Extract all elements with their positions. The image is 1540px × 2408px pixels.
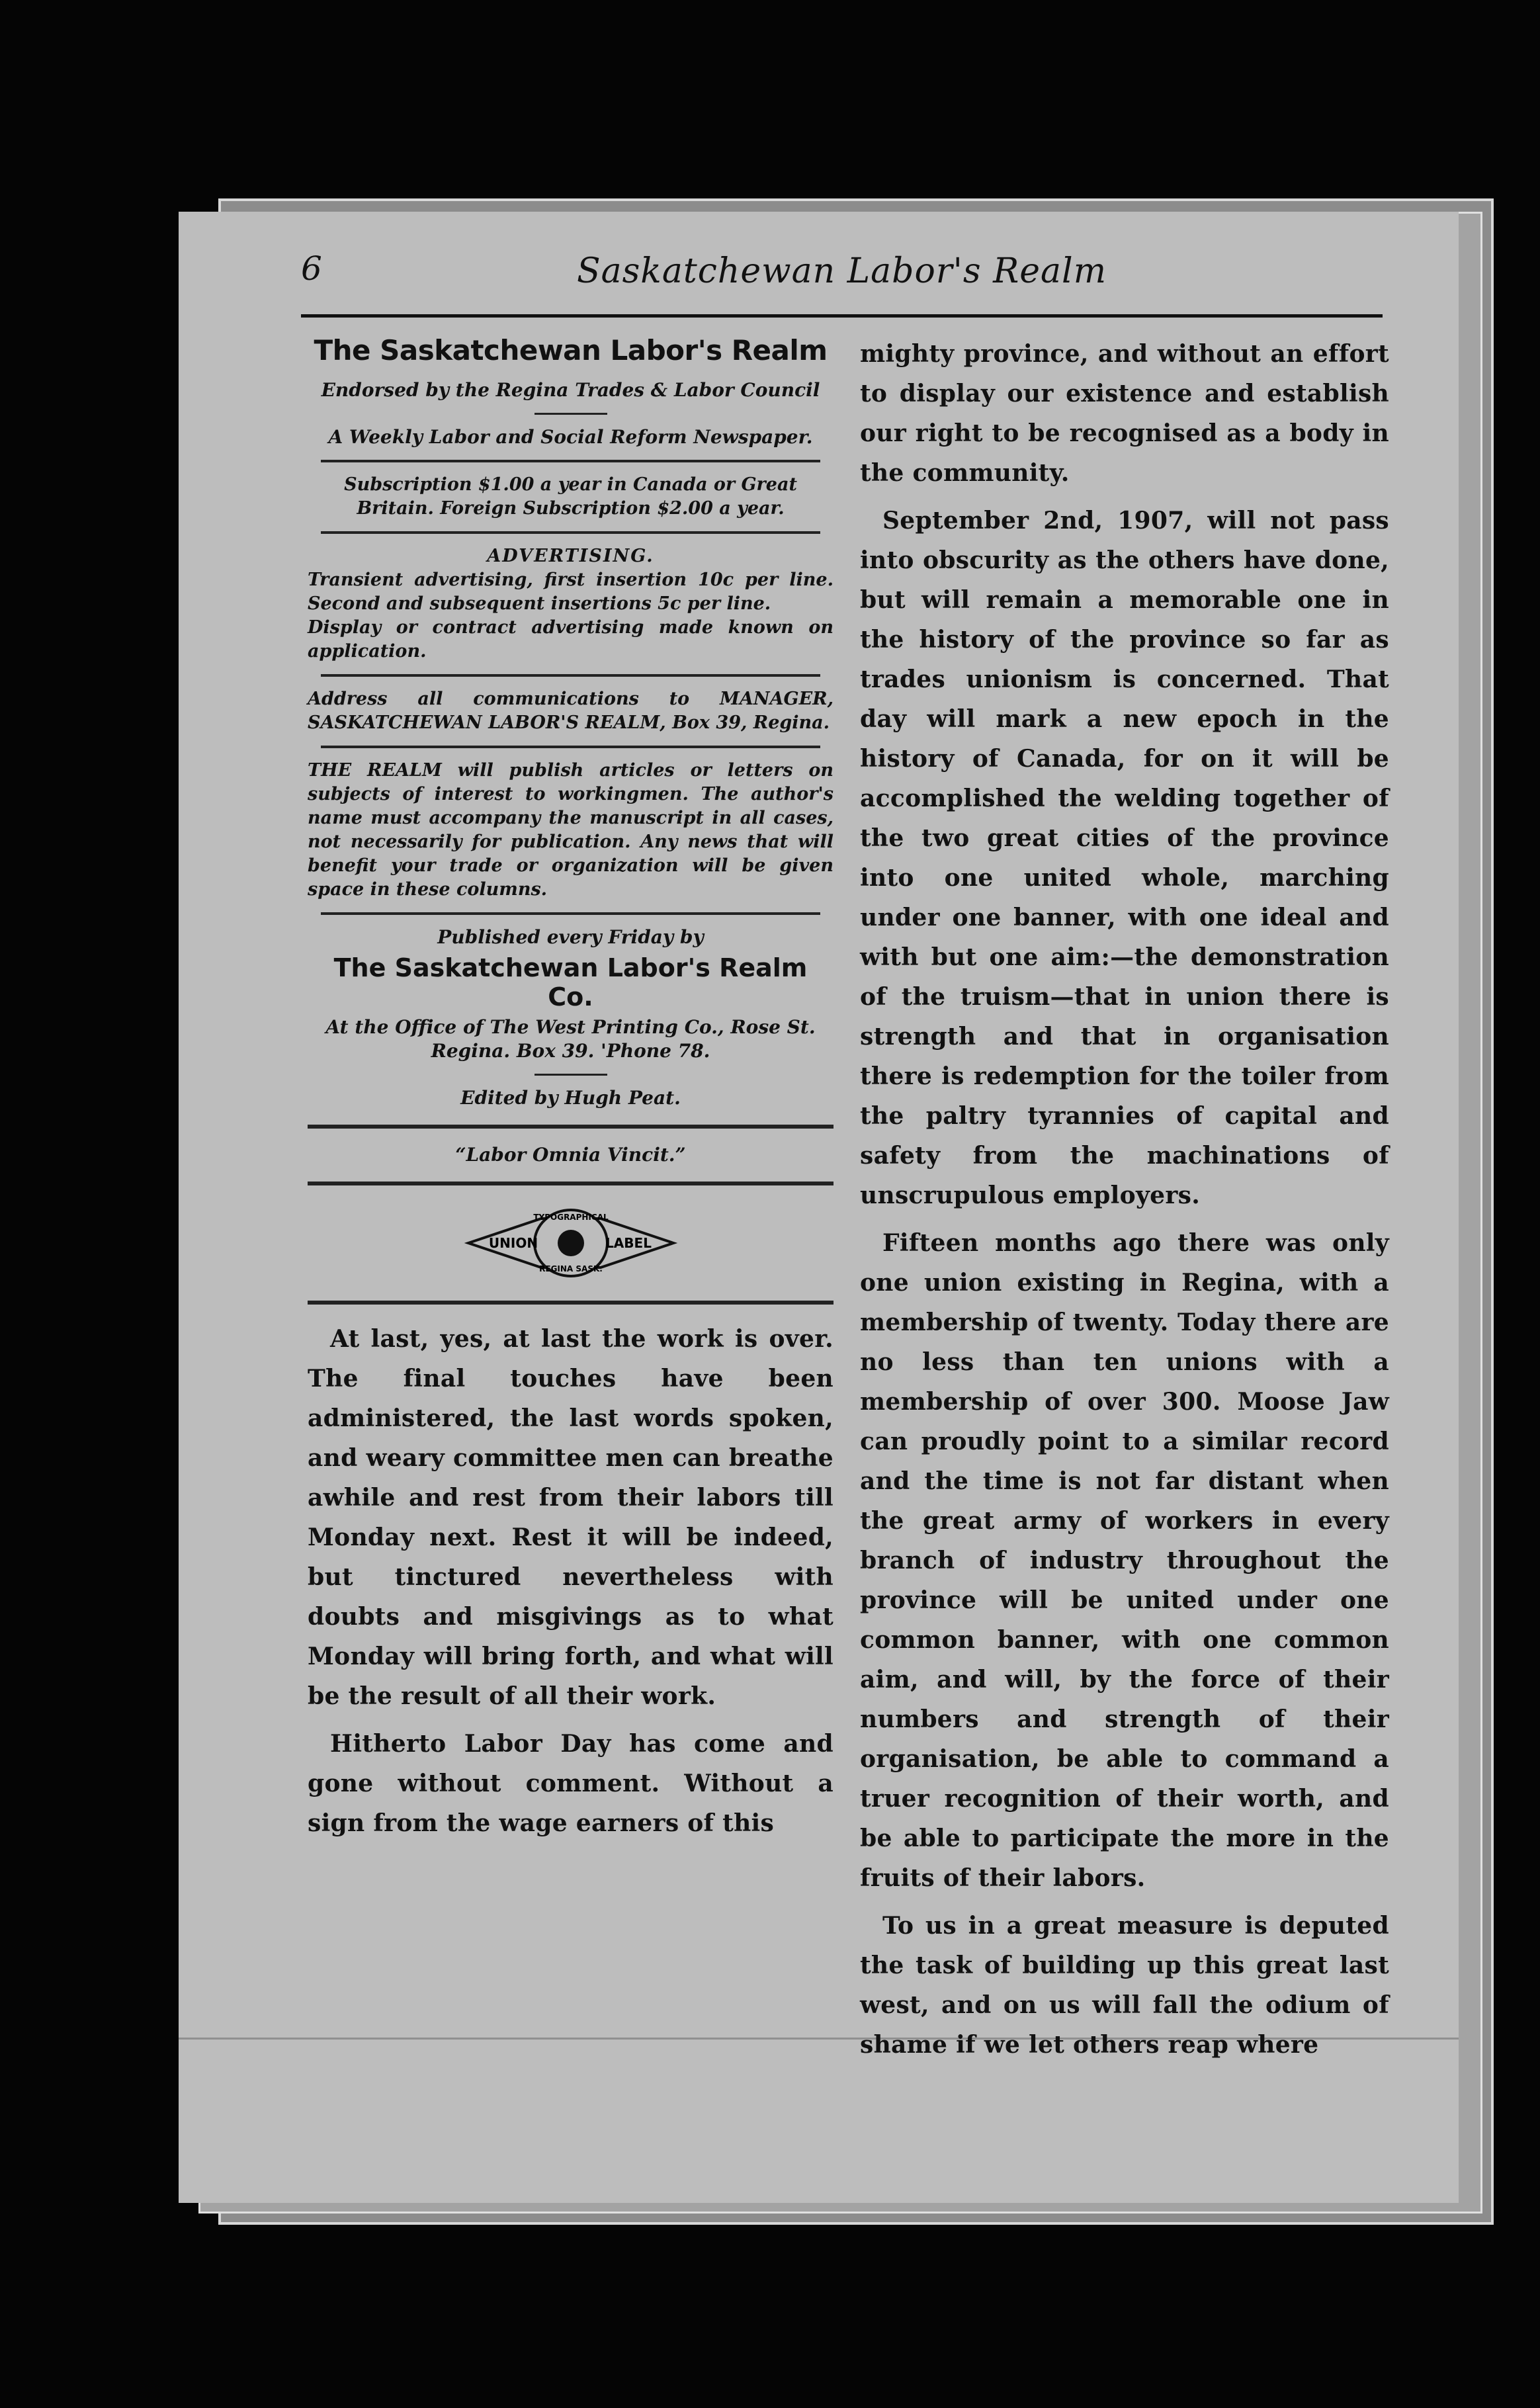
running-title: Saskatchewan Labor's Realm xyxy=(577,251,1107,291)
divider xyxy=(308,1125,834,1129)
union-label-top: TYPOGRAPHICAL xyxy=(533,1213,609,1222)
union-label-right: LABEL xyxy=(605,1235,652,1251)
divider xyxy=(321,531,820,534)
address-info: Address all communications to MANAGER, SASKATCHEWAN LABOR'S REALM, Box 39, Regina. xyxy=(308,689,834,733)
left-column xyxy=(308,334,834,1851)
divider xyxy=(321,912,820,915)
divider xyxy=(308,1301,834,1305)
union-label-bottom: REGINA SASK. xyxy=(538,1264,603,1273)
divider xyxy=(535,1074,607,1076)
masthead-title: The Saskatchewan Labor's Realm xyxy=(314,334,828,366)
advertising-transient: Transient advertising, first insertion 10c per line. Second and subsequent insertions 5c per line. xyxy=(308,570,834,614)
publisher-name: The Saskatchewan Labor's Realm Co. xyxy=(333,953,808,1011)
motto: “Labor Omnia Vincit.” xyxy=(455,1144,686,1166)
article-paragraph: At last, yes, at last the work is over. The final touches have been administered, the last words spoken, and weary committee men can breathe awhile and rest from their labors till Monday next. Rest it will be indeed, but tinctured nevertheless with doubts and misgivings as to what Monday will bring forth, and what will be the result of all their work. xyxy=(308,1325,834,1710)
tagline: A Weekly Labor and Social Reform Newspaper. xyxy=(328,426,813,448)
divider xyxy=(535,413,607,415)
article-paragraph: September 2nd, 1907, will not pass into obscurity as the others have done, but will remain a memorable one in the history of the province so far as trades unionism is concerned. That day will mark a new epoch in the history of Canada, for on it will be accomplished the welding together of the two great cities of the province into one united whole, marching under one banner, with one ideal and with but one aim:—the demonstration of the truism—that in union there is strength and that in organisation there is redemption for the toiler from the paltry tyrannies of capital and safety from the machinations of unscrupulous employers. xyxy=(860,507,1389,1209)
divider xyxy=(321,674,820,677)
divider xyxy=(308,1182,834,1185)
divider xyxy=(321,746,820,748)
office-address: At the Office of The West Printing Co., Rose St. Regina. Box 39. 'Phone 78. xyxy=(325,1016,816,1062)
page-header xyxy=(301,248,1383,318)
advertising-heading: ADVERTISING. xyxy=(487,546,654,566)
advertising-display: Display or contract advertising made known on application. xyxy=(308,617,834,662)
union-label-logo xyxy=(462,1200,680,1286)
editor-credit: Edited by Hugh Peat. xyxy=(460,1087,681,1109)
subscription-info: Subscription $1.00 a year in Canada or Great Britain. Foreign Subscription $2.00 a year. xyxy=(344,474,797,519)
editorial-policy: THE REALM will publish articles or letters on subjects of interest to workingmen. The author's name must accompany the manuscript in all cases, not necessarily for publication. Any news that will benefit your trade or organization will be given space in these columns. xyxy=(308,760,834,900)
article-paragraph: Fifteen months ago there was only one union existing in Regina, with a membership of twenty. Today there are no less than ten unions with a membership of over 300. Moose Jaw can proudly point to a similar record and the time is not far distant when the great army of workers in every branch of industry throughout the province will be united under one common banner, with one common aim, and will, by the force of their numbers and strength of their organisation, be able to command a truer recognition of their worth, and be able to participate the more in the fruits of their labors. xyxy=(860,1229,1389,1892)
union-label-left: UNION xyxy=(488,1235,538,1251)
article-right-text xyxy=(860,334,1389,2065)
article-left-text xyxy=(308,1319,834,1843)
article-paragraph: Hitherto Labor Day has come and gone without comment. Without a sign from the wage earners of this xyxy=(308,1730,834,1837)
newspaper-page xyxy=(179,212,1459,2203)
endorsement: Endorsed by the Regina Trades & Labor Council xyxy=(321,379,820,401)
advertising-section xyxy=(308,544,834,664)
publication-schedule: Published every Friday by xyxy=(437,926,704,948)
article-paragraph: mighty province, and without an effort to display our existence and establish our right to be recognised as a body in the community. xyxy=(860,340,1389,487)
right-column xyxy=(860,334,1389,2073)
page-number: 6 xyxy=(301,249,322,288)
article-paragraph: To us in a great measure is deputed the task of building up this great last west, and on us will fall the odium of shame if we let others reap where xyxy=(860,1912,1389,2059)
divider xyxy=(321,460,820,462)
